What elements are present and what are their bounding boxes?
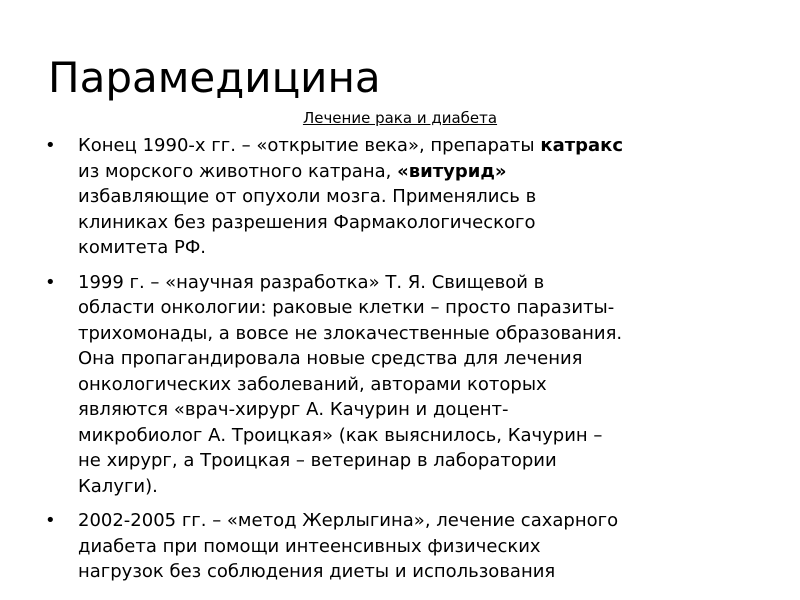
bullet-text-line	[78, 133, 778, 159]
bullet-text-line	[78, 235, 778, 261]
slide-subtitle	[0, 107, 800, 129]
text-run: диабета при помощи интеенсивных физических	[78, 535, 541, 557]
text-run: комитета РФ.	[78, 237, 207, 258]
bullet-item	[45, 270, 778, 500]
slide-subtitle-text: Лечение рака и диабета	[302, 109, 498, 127]
bullet-text-line	[78, 474, 778, 500]
bullet-marker: •	[45, 510, 56, 531]
bullet-text-line	[78, 508, 778, 534]
text-run: Конец 1990-х гг. – «открытие века», препараты	[78, 135, 541, 156]
text-run: микробиолог А. Троицкая» (как выяснилось, Качурин –	[78, 424, 603, 446]
bullet-text-line	[78, 159, 778, 185]
text-run: не хирург, а Троицкая – ветеринар в лаборатории	[78, 450, 557, 471]
text-run: Калуги).	[78, 475, 158, 497]
text-run: нагрузок без соблюдения диеты и использования	[78, 561, 556, 582]
bullet-item	[45, 133, 778, 261]
bullet-marker: •	[45, 271, 56, 293]
bullet-text-line	[78, 346, 778, 372]
slide-title: Парамедицина	[48, 53, 381, 102]
bullet-marker: •	[45, 135, 56, 156]
bold-text-run: катракс	[540, 135, 624, 156]
bullet-list	[45, 133, 778, 594]
text-run: онкологических заболеваний, авторами которых	[78, 373, 547, 395]
bullet-text-line	[78, 184, 778, 210]
text-run: являются «врач-хирург А. Качурин и доцент-	[78, 399, 509, 420]
text-run: из морского животного катрана,	[78, 160, 398, 182]
bullet-text-line	[78, 295, 778, 321]
bullet-item	[45, 508, 778, 585]
bullet-text-line	[78, 534, 778, 560]
text-run: области онкологии: раковые клетки – просто паразиты-	[78, 297, 615, 318]
text-run: 1999 г. – «научная разработка» Т. Я. Свищевой в	[78, 271, 545, 293]
text-run: 2002-2005 гг. – «метод Жерлыгина», лечение сахарного	[78, 510, 619, 531]
bullet-text-line	[78, 321, 778, 347]
text-run: клиниках без разрешения Фармакологического	[78, 211, 536, 233]
bullet-text-line	[78, 448, 778, 474]
text-run: избавляющие от опухоли мозга. Применялись в	[78, 186, 537, 207]
bullet-text-line	[78, 397, 778, 423]
text-run: трихомонады, а вовсе не злокачественные образования.	[78, 322, 623, 344]
bullet-text-line	[78, 372, 778, 398]
bullet-text-line	[78, 210, 778, 236]
bullet-text-line	[78, 270, 778, 296]
bullet-text-line	[78, 559, 778, 585]
text-run: Она пропагандировала новые средства для лечения	[78, 348, 583, 369]
bullet-text-line	[78, 423, 778, 449]
bold-text-run: «витурид»	[397, 160, 507, 182]
